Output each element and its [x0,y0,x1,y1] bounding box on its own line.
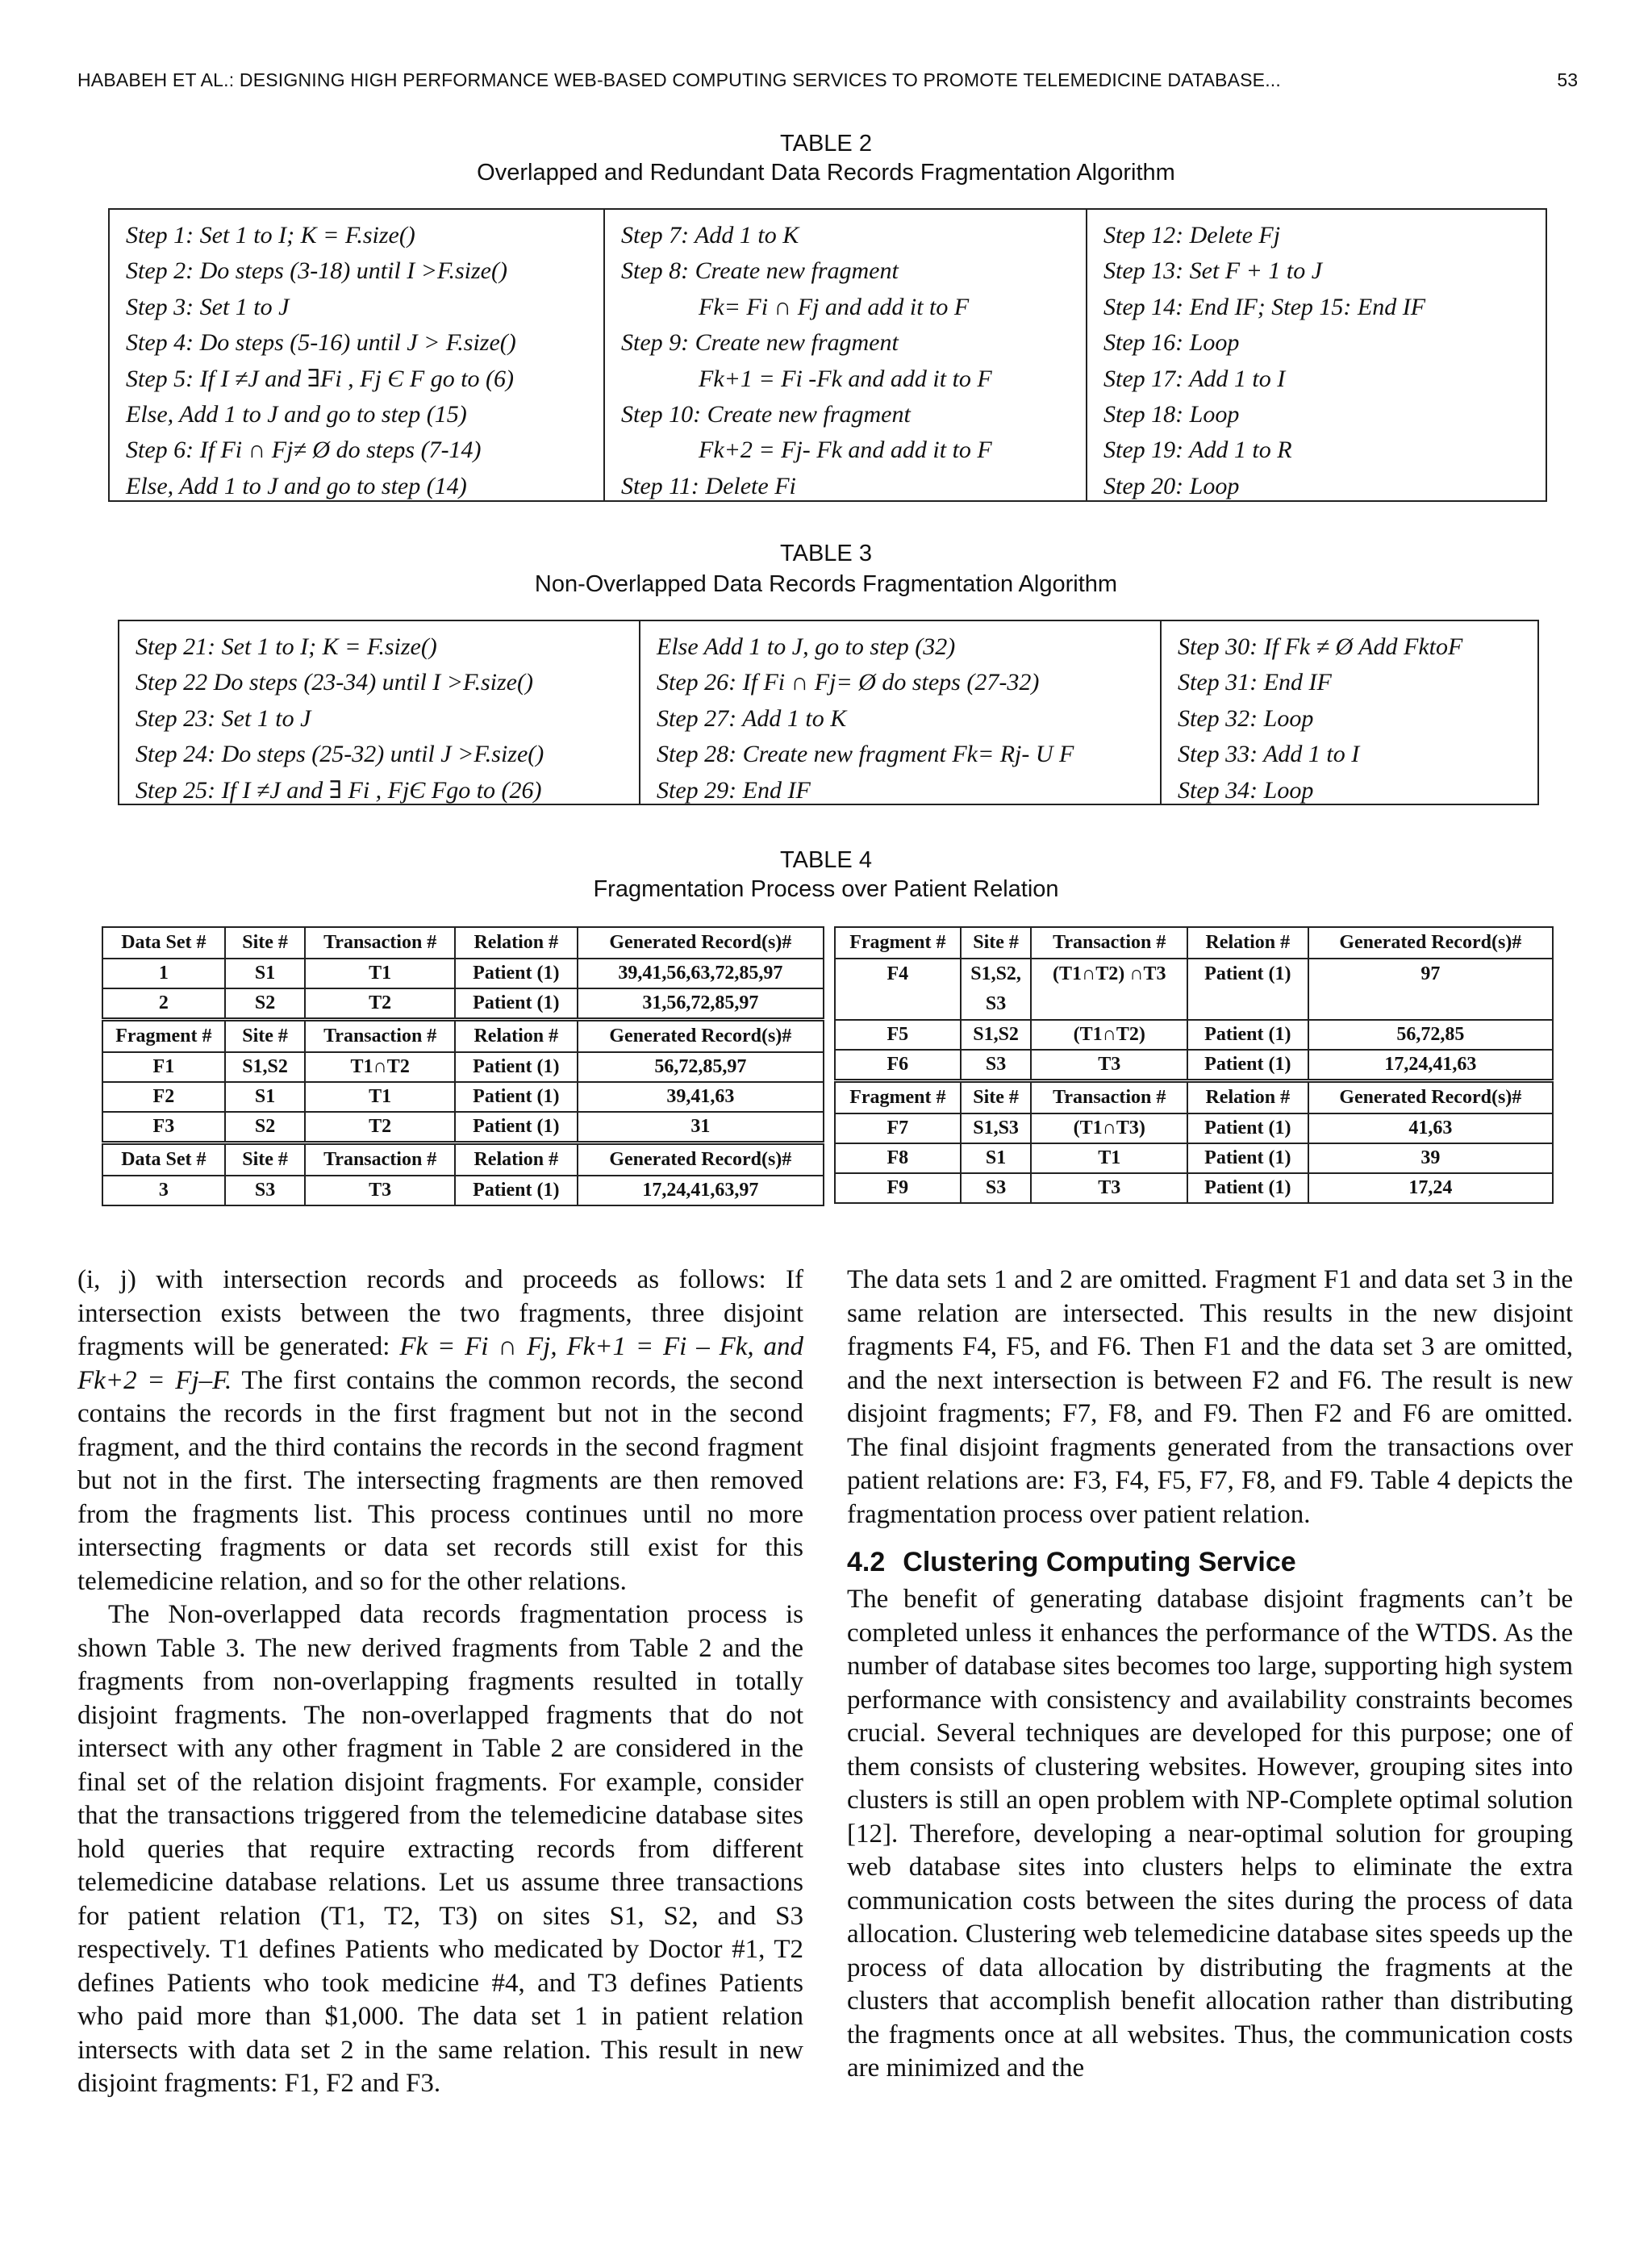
table-header-row [102,1020,824,1053]
algo-step: Step 12: Delete Fj [1103,222,1281,249]
table-cell: S1 [225,1082,306,1112]
algo-step: Step 3: Set 1 to J [126,293,290,320]
header-cell: Generated Record(s)# [1308,927,1553,959]
table-row [102,959,824,988]
table-cell: 39,41,56,63,72,85,97 [578,959,824,988]
table-cell: Patient (1) [1187,1113,1308,1143]
table-cell: T1∩T2 [305,1052,455,1082]
table3-column-1 [119,621,640,804]
table-cell: T2 [305,1112,455,1143]
table-cell: F7 [835,1113,961,1143]
table-cell: 39 [1308,1143,1553,1173]
algo-step: Fk+2 = Fj- Fk and add it to F [699,437,992,464]
algo-step: Fk+1 = Fi -Fk and add it to F [699,365,992,392]
header-cell: Fragment # [835,1081,961,1114]
table-cell: Patient (1) [455,959,578,988]
algo-step: Step 8: Create new fragment [621,257,899,285]
right-text-column [847,1264,1573,2086]
header-cell: Transaction # [305,927,455,959]
header-cell: Fragment # [835,927,961,959]
table3-title: Non-Overlapped Data Records Fragmentation Algorithm [534,571,1118,597]
header-cell: Relation # [455,1020,578,1053]
table-cell: 3 [102,1176,225,1205]
table2-column-1 [110,210,605,500]
header-cell: Generated Record(s)# [578,1143,824,1176]
header-cell: Relation # [1187,927,1308,959]
algo-step: Step 6: If Fi ∩ Fj≠ Ø do steps (7-14) [126,437,482,464]
paragraph: (i, j) with intersection records and proceeds as follows: If intersection exists between the two fragments, three disjoint fragments will be generated: Fk = Fi ∩ Fj, Fk+1 = Fi – Fk, and Fk+2 = Fj–F. The first contains the common records, the second contains the records in the first fragment but not in the second fragment, and the third contains the records in the second fragment but not in the first. The intersecting fragments are then removed from the fragments list. This process continues until no more intersecting fragments or data set records still exist for this telemedicine relation, and so for the other relations. [77,1265,803,1596]
algo-step: Step 22 Do steps (23-34) until I >F.size() [136,669,533,696]
site-line: S3 [985,993,1007,1014]
table-row [835,1113,1553,1143]
table-header-row [102,927,824,959]
table-cell: F6 [835,1050,961,1081]
header-cell: Transaction # [1031,1081,1187,1114]
header-cell: Site # [225,927,306,959]
table-row [835,1173,1553,1203]
table4-left [102,926,824,1206]
table-row [835,959,1553,1020]
header-cell: Generated Record(s)# [578,1020,824,1053]
paragraph: The Non-overlapped data records fragmentation process is shown Table 3. The new derived fragments from Table 2 and the fragments from non-overlapping fragments resulted in totally disjoint fragments. The non-overlapped fragments that do not intersect with any other fragment in Table 2 are considered in the final set of the relation disjoint fragments. For example, consider that the transactions triggered from the telemedicine database sites hold queries that require extracting records from different telemedicine database relations. Let us assume three transactions for patient relation (T1, T2, T3) on sites S1, S2, and S3 respectively. T1 defines Patients who medicated by Doctor #1, T2 defines Patients who took medicine #4, and T3 defines Patients who paid more than $1,000. The data set 1 in patient relation intersects with data set 2 in the same relation. This result in new disjoint fragments: F1, F2 and F3. [77,1600,803,2098]
algo-step: Step 1: Set 1 to I; K = F.size() [126,222,415,249]
header-cell: Transaction # [305,1143,455,1176]
table-cell: S3 [961,1050,1032,1081]
algo-step: Step 23: Set 1 to J [136,704,311,732]
table-cell: F1 [102,1052,225,1082]
algo-step: Step 14: End IF; Step 15: End IF [1103,293,1426,320]
table-cell: 31,56,72,85,97 [578,988,824,1020]
algo-step: Step 20: Loop [1103,472,1240,499]
paragraph: The benefit of generating database disjoint fragments can’t be completed unless it enhances the performance of the WTDS. As the number of database sites becomes too large, supporting high system performance with consistency and availability constraints becomes crucial. Several techniques are developed for this purpose; one of them consists of clustering websites. However, grouping sites into clusters is still an open problem with NP-Complete optimal solution [12]. Therefore, developing a near-optimal solution for grouping web database sites into clusters helps to eliminate the extra communication costs between the sites during the process of data allocation. Clustering web telemedicine database sites speeds up the process of data allocation by distributing the fragments at the clusters that accomplish benefit allocation rather than distributing the fragments once at all websites. Thus, the communication costs are minimized and the [847,1585,1573,2083]
algo-step: Step 29: End IF [657,776,811,804]
header-cell: Transaction # [305,1020,455,1053]
header-cell: Transaction # [1031,927,1187,959]
table-cell: S3 [225,1176,306,1205]
algo-step: Step 13: Set F + 1 to J [1103,257,1323,285]
inline-math: Fk = Fi ∩ Fj, Fk+1 = Fi – Fk, and Fk+2 = Fj–F. [77,1332,803,1395]
table4-right [834,926,1554,1204]
table-cell: 56,72,85,97 [578,1052,824,1082]
algo-step: Step 25: If I ≠J and ∃ Fi , FjЄ Fgo to (26) [136,776,542,804]
running-header: HABABEH ET AL.: DESIGNING HIGH PERFORMANCE WEB-BASED COMPUTING SERVICES TO PROMOTE TELEMEDICINE DATABASE... [77,69,1281,90]
header-cell: Site # [225,1143,306,1176]
section-heading [847,1544,1573,1580]
section-title: Clustering Computing Service [903,1547,1296,1577]
table-row [102,1112,824,1143]
header-cell: Site # [225,1020,306,1053]
table3-label: TABLE 3 [780,541,872,566]
header-cell: Data Set # [102,927,225,959]
header-cell: Relation # [455,927,578,959]
table-cell: S2 [225,1112,306,1143]
table2-label: TABLE 2 [780,131,872,157]
algo-step: Fk= Fi ∩ Fj and add it to F [699,293,970,320]
table-cell: F8 [835,1143,961,1173]
table-cell: (T1∩T2) ∩T3 [1031,959,1187,1020]
table2-title: Overlapped and Redundant Data Records Fragmentation Algorithm [477,160,1175,186]
algo-step: Step 10: Create new fragment [621,401,911,428]
algo-step: Step 27: Add 1 to K [657,704,847,732]
table-row [102,988,824,1020]
table2-algorithm-box [108,208,1547,502]
algo-step: Step 16: Loop [1103,329,1240,357]
header-cell: Fragment # [102,1020,225,1053]
header-cell: Relation # [1187,1081,1308,1114]
algo-step: Step 11: Delete Fi [621,472,796,499]
table-cell: S1,S3 [961,1113,1032,1143]
algo-step: Step 33: Add 1 to I [1178,741,1360,768]
table-cell: F2 [102,1082,225,1112]
table-cell: Patient (1) [1187,1020,1308,1050]
table-cell: Patient (1) [1187,1050,1308,1081]
table-cell: 2 [102,988,225,1020]
table-cell: Patient (1) [1187,959,1308,1020]
header-cell: Site # [961,927,1032,959]
table-cell: S1,S2 [225,1052,306,1082]
table-header-row [835,927,1553,959]
algo-step: Else, Add 1 to J and go to step (14) [126,472,467,499]
table-cell: 39,41,63 [578,1082,824,1112]
table3-column-3 [1162,621,1534,804]
table-cell: Patient (1) [1187,1143,1308,1173]
algo-step: Step 21: Set 1 to I; K = F.size() [136,633,437,660]
table-cell: S1 [225,959,306,988]
algo-step: Step 32: Loop [1178,704,1314,732]
table-cell: F5 [835,1020,961,1050]
table2-column-2 [605,210,1087,500]
table4-title: Fragmentation Process over Patient Relation [593,876,1059,902]
table-row [835,1050,1553,1081]
table-cell: 97 [1308,959,1553,1020]
table-header-row [102,1143,824,1176]
table-cell: T3 [1031,1173,1187,1203]
algo-step: Else, Add 1 to J and go to step (15) [126,401,467,428]
algo-step: Step 4: Do steps (5-16) until J > F.size() [126,329,516,357]
table-cell: Patient (1) [455,988,578,1020]
table-header-row [835,1081,1553,1114]
table-cell: T1 [1031,1143,1187,1173]
table-row [102,1082,824,1112]
algo-step: Step 31: End IF [1178,669,1332,696]
header-cell: Generated Record(s)# [578,927,824,959]
table-cell: 17,24,41,63 [1308,1050,1553,1081]
table-row [835,1020,1553,1050]
table-cell: S1 [961,1143,1032,1173]
algo-step: Step 34: Loop [1178,776,1314,804]
algo-step: Step 7: Add 1 to K [621,222,799,249]
algo-step: Step 9: Create new fragment [621,329,899,357]
table-cell: T1 [305,1082,455,1112]
table-cell: (T1∩T3) [1031,1113,1187,1143]
table-cell: Patient (1) [455,1112,578,1143]
header-cell: Relation # [455,1143,578,1176]
table-cell: 1 [102,959,225,988]
table-cell: 41,63 [1308,1113,1553,1143]
algo-step: Step 5: If I ≠J and ∃Fi , Fj Є F go to (6) [126,365,515,392]
table-cell: 17,24,41,63,97 [578,1176,824,1205]
section-number: 4.2 [847,1547,886,1577]
table-cell: Patient (1) [1187,1173,1308,1203]
page-number: 53 [1557,69,1578,90]
table-cell: T3 [305,1176,455,1205]
table-cell: Patient (1) [455,1052,578,1082]
table-cell: (T1∩T2) [1031,1020,1187,1050]
table-row [835,1143,1553,1173]
table-row [102,1176,824,1205]
algo-step: Step 2: Do steps (3-18) until I >F.size() [126,257,507,285]
table-cell: 31 [578,1112,824,1143]
algo-step: Step 19: Add 1 to R [1103,437,1292,464]
algo-step: Step 24: Do steps (25-32) until J >F.size() [136,741,544,768]
table-cell: S1,S2 [961,1020,1032,1050]
table2-column-3 [1087,210,1542,500]
left-text-column [77,1264,803,2101]
table-cell [961,959,1032,1020]
header-cell: Data Set # [102,1143,225,1176]
algo-step: Step 30: If Fk ≠ Ø Add FktoF [1178,633,1463,660]
table3-algorithm-box [118,620,1539,805]
table-cell: T2 [305,988,455,1020]
table-cell: F9 [835,1173,961,1203]
table-cell: Patient (1) [455,1176,578,1205]
header-cell: Site # [961,1081,1032,1114]
site-line: S1,S2, [970,963,1021,984]
table-cell: T1 [305,959,455,988]
table-cell: 17,24 [1308,1173,1553,1203]
algo-step: Step 17: Add 1 to I [1103,365,1286,392]
algo-step: Else Add 1 to J, go to step (32) [657,633,956,660]
paragraph: The data sets 1 and 2 are omitted. Fragment F1 and data set 3 in the same relation are intersected. This results in the new disjoint fragments F4, F5, and F6. Then F1 and the data set 3 are omitted, and the next intersection is between F2 and F6. The result is new disjoint fragments; F7, F8, and F9. Then F2 and F6 are omitted. The final disjoint fragments generated from the transactions over patient relations are: F3, F4, F5, F7, F8, and F9. Table 4 depicts the fragmentation process over patient relation. [847,1265,1573,1529]
algo-step: Step 28: Create new fragment Fk= Rj- U F [657,741,1074,768]
table-cell: F3 [102,1112,225,1143]
header-cell: Generated Record(s)# [1308,1081,1553,1114]
table-row [102,1052,824,1082]
table3-column-2 [640,621,1162,804]
table-cell: Patient (1) [455,1082,578,1112]
table-cell: F4 [835,959,961,1020]
table4-label: TABLE 4 [780,847,872,873]
table-cell: S3 [961,1173,1032,1203]
table-cell: T3 [1031,1050,1187,1081]
table-cell: S2 [225,988,306,1020]
algo-step: Step 26: If Fi ∩ Fj= Ø do steps (27-32) [657,669,1040,696]
table-cell: 56,72,85 [1308,1020,1553,1050]
algo-step: Step 18: Loop [1103,401,1240,428]
